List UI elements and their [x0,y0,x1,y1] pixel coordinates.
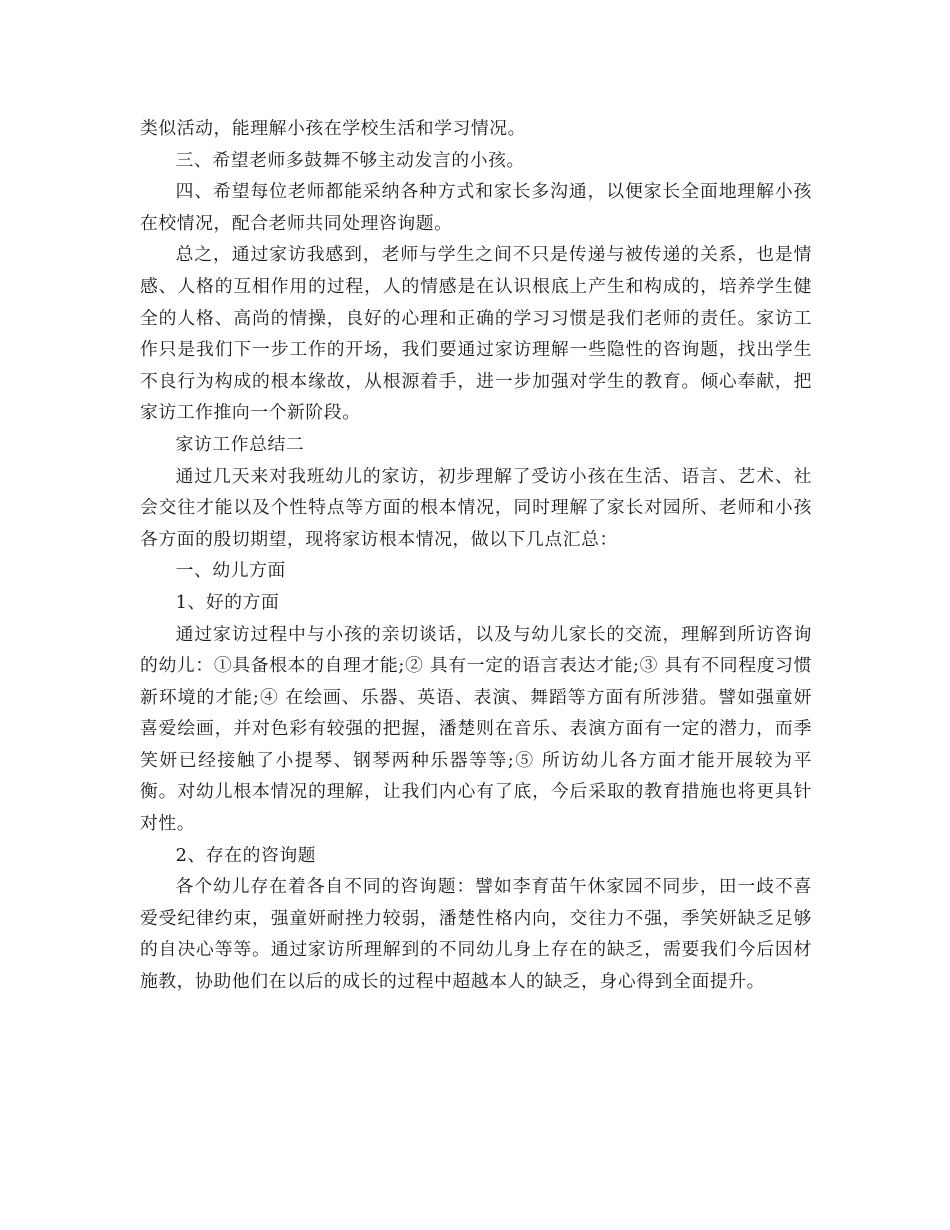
paragraph-intro: 通过几天来对我班幼儿的家访，初步理解了受访小孩在生活、语言、艺术、社会交往才能以及个性特点等方面的根本情况，同时理解了家长对园所、老师和小孩各方面的殷切期望，现将家访根本情况，做以下几点汇总： [140,465,812,550]
paragraph-continuation: 类似活动，能理解小孩在学校生活和学习情况。 [140,118,527,139]
paragraph-problems: 各个幼儿存在着各自不同的咨询题：譬如李育苗午休家园不同步，田一歧不喜爱受纪律约束，强童妍耐挫力较弱，潘楚性格内向，交往力不强，季笑妍缺乏足够的自决心等等。通过家访所理解到的不同幼儿身上存在的缺乏，需要我们今后因材施教，协助他们在以后的成长的过程中超越本人的缺乏，身心得到全面提升。 [140,876,812,993]
section-heading-summary-two: 家访工作总结二 [175,433,305,455]
paragraph-point-four: 四、希望每位老师都能采纳各种方式和家长多沟通，以便家长全面地理解小孩在校情况，配合老师共同处理咨询题。 [140,181,812,234]
subheading-good-aspects: 1、好的方面 [175,591,280,613]
paragraph-point-three: 三、希望老师多鼓舞不够主动发言的小孩。 [175,149,525,171]
paragraph-summary: 总之，通过家访我感到，老师与学生之间不只是传递与被传递的关系，也是情感、人格的互相作用的过程，人的情感是在认识根底上产生和构成的，培养学生健全的人格、高尚的情操，良好的心理和正确的学习习惯是我们老师的责任。家访工作只是我们下一步工作的开场，我们要通过家访理解一些隐性的咨询题，找出学生不良行为构成的根本缘故，从根源着手，进一步加强对学生的教育。倾心奉献，把家访工作推向一个新阶段。 [140,244,812,424]
subheading-problems: 2、存在的咨询题 [175,844,317,866]
subheading-children: 一、幼儿方面 [175,560,286,582]
paragraph-good-aspects: 通过家访过程中与小孩的亲切谈话，以及与幼儿家长的交流，理解到所访咨询的幼儿：①具备根本的自理才能;② 具有一定的语言表达才能;③ 具有不同程度习惯新环境的才能;④ 在绘画、乐器、英语、表演、舞蹈等方面有所涉猎。譬如强童妍喜爱绘画，并对色彩有较强的把握，潘楚则在音乐、表演方面有一定的潜力，而季笑妍已经接触了小提琴、钢琴两种乐器等等;⑤ 所访幼儿各方面才能开展较为平衡。对幼儿根本情况的理解，让我们内心有了底，今后采取的教育措施也将更具针对性。 [140,623,812,835]
document-body [140,113,812,998]
